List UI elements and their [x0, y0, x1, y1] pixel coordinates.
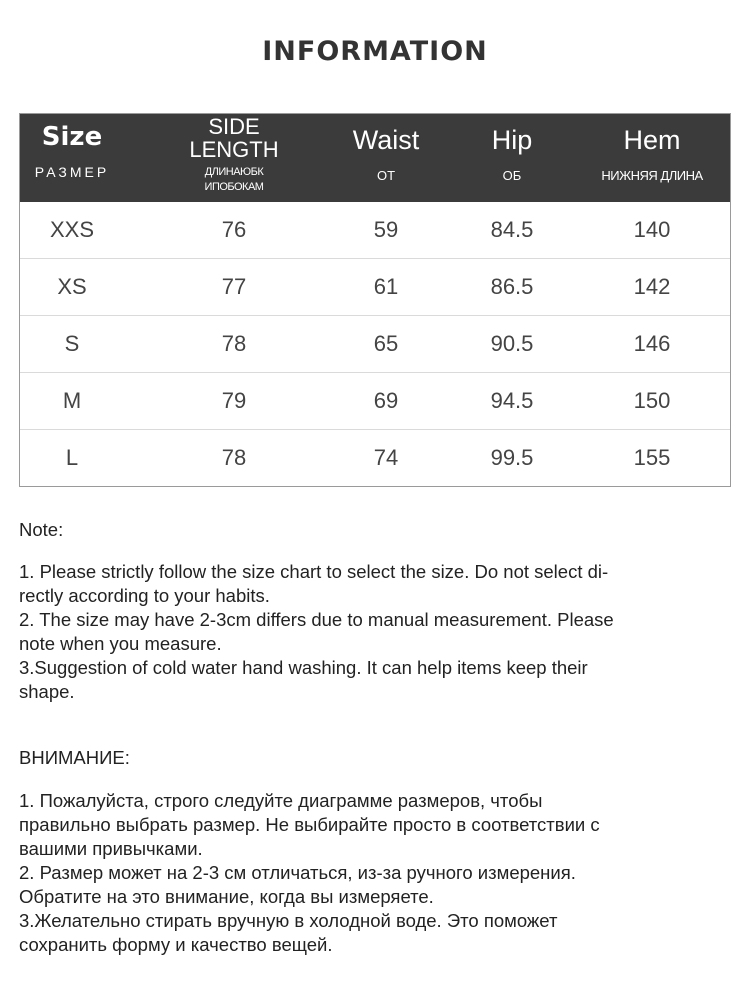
table-row: [20, 315, 730, 372]
note-line: 2. The size may have 2-3cm differs due to manual measurement. Please: [19, 609, 614, 630]
header-waist-sub: ОТ: [376, 168, 396, 183]
table-header: [20, 114, 730, 202]
header-side-length: [154, 114, 314, 202]
table-row: [20, 372, 730, 429]
table-row: [20, 429, 730, 486]
cell-side-length: 77: [221, 274, 247, 299]
table-body: [20, 202, 730, 486]
header-hem: [568, 114, 736, 202]
cell-hip: 99.5: [490, 445, 534, 470]
cell-hip: 84.5: [490, 217, 534, 242]
note-line: note when you measure.: [19, 633, 222, 654]
header-side-length-sub: ДЛИНАЮБК ИПОБОКАМ: [204, 166, 264, 193]
note-line: rectly according to your habits.: [19, 585, 270, 606]
cell-side-length: 76: [221, 217, 247, 242]
ru-note-line: 2. Размер может на 2-3 см отличаться, из-за ручного измерения.: [19, 862, 576, 883]
ru-note-title: ВНИМАНИЕ:: [19, 747, 130, 768]
note-line: shape.: [19, 681, 75, 702]
table-row: [20, 258, 730, 315]
header-size-sub: РАЗМЕР: [34, 164, 110, 180]
page-title: INFORMATION: [262, 36, 488, 67]
cell-hem: 150: [633, 388, 671, 413]
header-size: [20, 114, 124, 202]
cell-waist: 69: [373, 388, 399, 413]
cell-size: L: [65, 445, 79, 470]
ru-note-line: 1. Пожалуйста, строго следуйте диаграмме размеров, чтобы: [19, 790, 543, 811]
cell-hem: 142: [633, 274, 671, 299]
cell-size: M: [62, 388, 82, 413]
cell-hem: 140: [633, 217, 671, 242]
cell-side-length: 79: [221, 388, 247, 413]
cell-size: S: [64, 331, 80, 356]
note-body: [19, 560, 731, 704]
cell-side-length: 78: [221, 445, 247, 470]
header-waist: [326, 114, 446, 202]
header-size-label: Size: [41, 122, 103, 152]
cell-hip: 86.5: [490, 274, 534, 299]
header-hip-label: Hip: [491, 125, 533, 155]
header-hem-label: Hem: [623, 125, 681, 155]
header-hip-sub: ОБ: [502, 168, 522, 183]
cell-hem: 155: [633, 445, 671, 470]
header-hem-sub: НИЖНЯЯ ДЛИНА: [601, 168, 703, 183]
cell-waist: 59: [373, 217, 399, 242]
cell-size: XXS: [49, 217, 95, 242]
header-hip: [452, 114, 572, 202]
ru-note-line: Обратите на это внимание, когда вы измеряете.: [19, 886, 434, 907]
cell-waist: 65: [373, 331, 399, 356]
ru-note-line: правильно выбрать размер. Не выбирайте просто в соответствии с: [19, 814, 600, 835]
cell-waist: 61: [373, 274, 399, 299]
header-waist-label: Waist: [352, 125, 420, 155]
note-line: 3.Suggestion of cold water hand washing. It can help items keep their: [19, 657, 588, 678]
cell-hip: 90.5: [490, 331, 534, 356]
size-chart-table: [19, 113, 731, 487]
header-side-length-label: SIDE LENGTH: [189, 114, 279, 162]
cell-side-length: 78: [221, 331, 247, 356]
cell-hip: 94.5: [490, 388, 534, 413]
table-row: [20, 202, 730, 258]
ru-note-body: [19, 789, 731, 957]
ru-note-line: сохранить форму и качество вещей.: [19, 934, 333, 955]
cell-waist: 74: [373, 445, 399, 470]
cell-hem: 146: [633, 331, 671, 356]
ru-note-line: 3.Желательно стирать вручную в холодной воде. Это поможет: [19, 910, 558, 931]
note-line: 1. Please strictly follow the size chart to select the size. Do not select di-: [19, 561, 609, 582]
note-title: Note:: [19, 519, 64, 540]
ru-note-line: вашими привычками.: [19, 838, 203, 859]
cell-size: XS: [57, 274, 87, 299]
